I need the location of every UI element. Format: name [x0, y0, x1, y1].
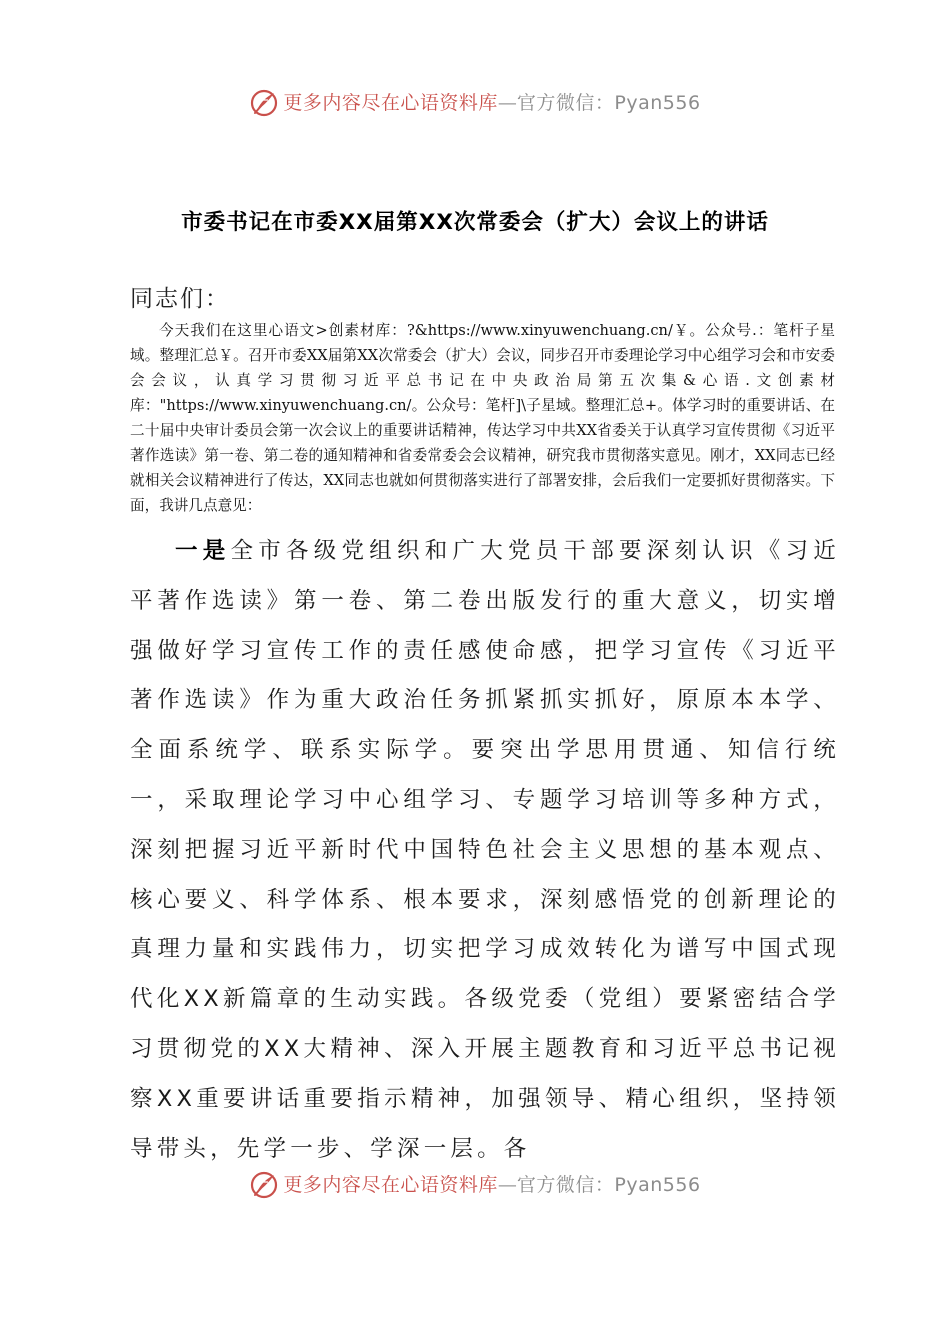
quill-logo-icon [249, 1170, 279, 1200]
watermark-separator: — [497, 1174, 517, 1196]
watermark-contact: 官方微信：Pyan556 [516, 1174, 701, 1196]
intro-paragraph: 今天我们在这里心语文>创素材库：?&https://www.xinyuwenchuang.cn/￥。公众号.：笔杆子星域。整理汇总￥。召开市委XX届第XX次常委会（扩大）会议，同步召开市委理论学习中心组学习会和市安委会会议，认真学习贯彻习近平总书记在中央政治局第五次集&心语.文创素材库："https://www.xinyuwenchuang.cn/。公众号：笔杆]\子星域。整理汇总+。体学习时的重要讲话、在二十届中央审计委员会第一次会议上的重要讲话精神，传达学习中共XX省委关于认真学习宣传贯彻《习近平著作选读》第一卷、第二卷的通知精神和省委常委会会议精神，研究我市贯彻落实意见。刚才，XX同志已经就相关会议精神进行了传达，XX同志也就如何贯彻落实进行了部署安排，会后我们一定要抓好贯彻落实。下面，我讲几点意见： [130, 322, 835, 514]
watermark-text: 更多内容尽在心语资料库 [283, 1174, 498, 1196]
quill-logo-icon [249, 88, 279, 118]
point-one-text: 全市各级党组织和广大党员干部要深刻认识《习近平著作选读》第一卷、第二卷出版发行的重大意义，切实增强做好学习宣传工作的责任感使命感，把学习宣传《习近平著作选读》作为重大政治任务抓紧抓实抓好，原原本本学、全面系统学、联系实际学。要突出学思用贯通、知信行统一，采取理论学习中心组学习、专题学习培训等多种方式，深刻把握习近平新时代中国特色社会主义思想的基本观点、核心要义、科学体系、根本要求，深刻感悟党的创新理论的真理力量和实践伟力，切实把学习成效转化为谱写中国式现代化XX新篇章的生动实践。各级党委（党组）要紧密结合学习贯彻党的XX大精神、深入开展主题教育和习近平总书记视察XX重要讲话重要指示精神，加强领导、精心组织，坚持领导带头，先学一步、学深一层。各 [130, 538, 841, 1162]
watermark-text: 更多内容尽在心语资料库 [283, 92, 498, 114]
watermark-banner-bottom [0, 1170, 950, 1200]
salutation: 同志们： [130, 286, 230, 312]
document-title: 市委书记在市委XX届第XX次常委会（扩大）会议上的讲话 [181, 210, 769, 235]
watermark-contact: 官方微信：Pyan556 [516, 92, 701, 114]
point-one-lead: 一是 [175, 538, 231, 564]
watermark-separator: — [497, 92, 517, 114]
point-one-paragraph [130, 527, 840, 1174]
watermark-banner-top [0, 88, 950, 118]
